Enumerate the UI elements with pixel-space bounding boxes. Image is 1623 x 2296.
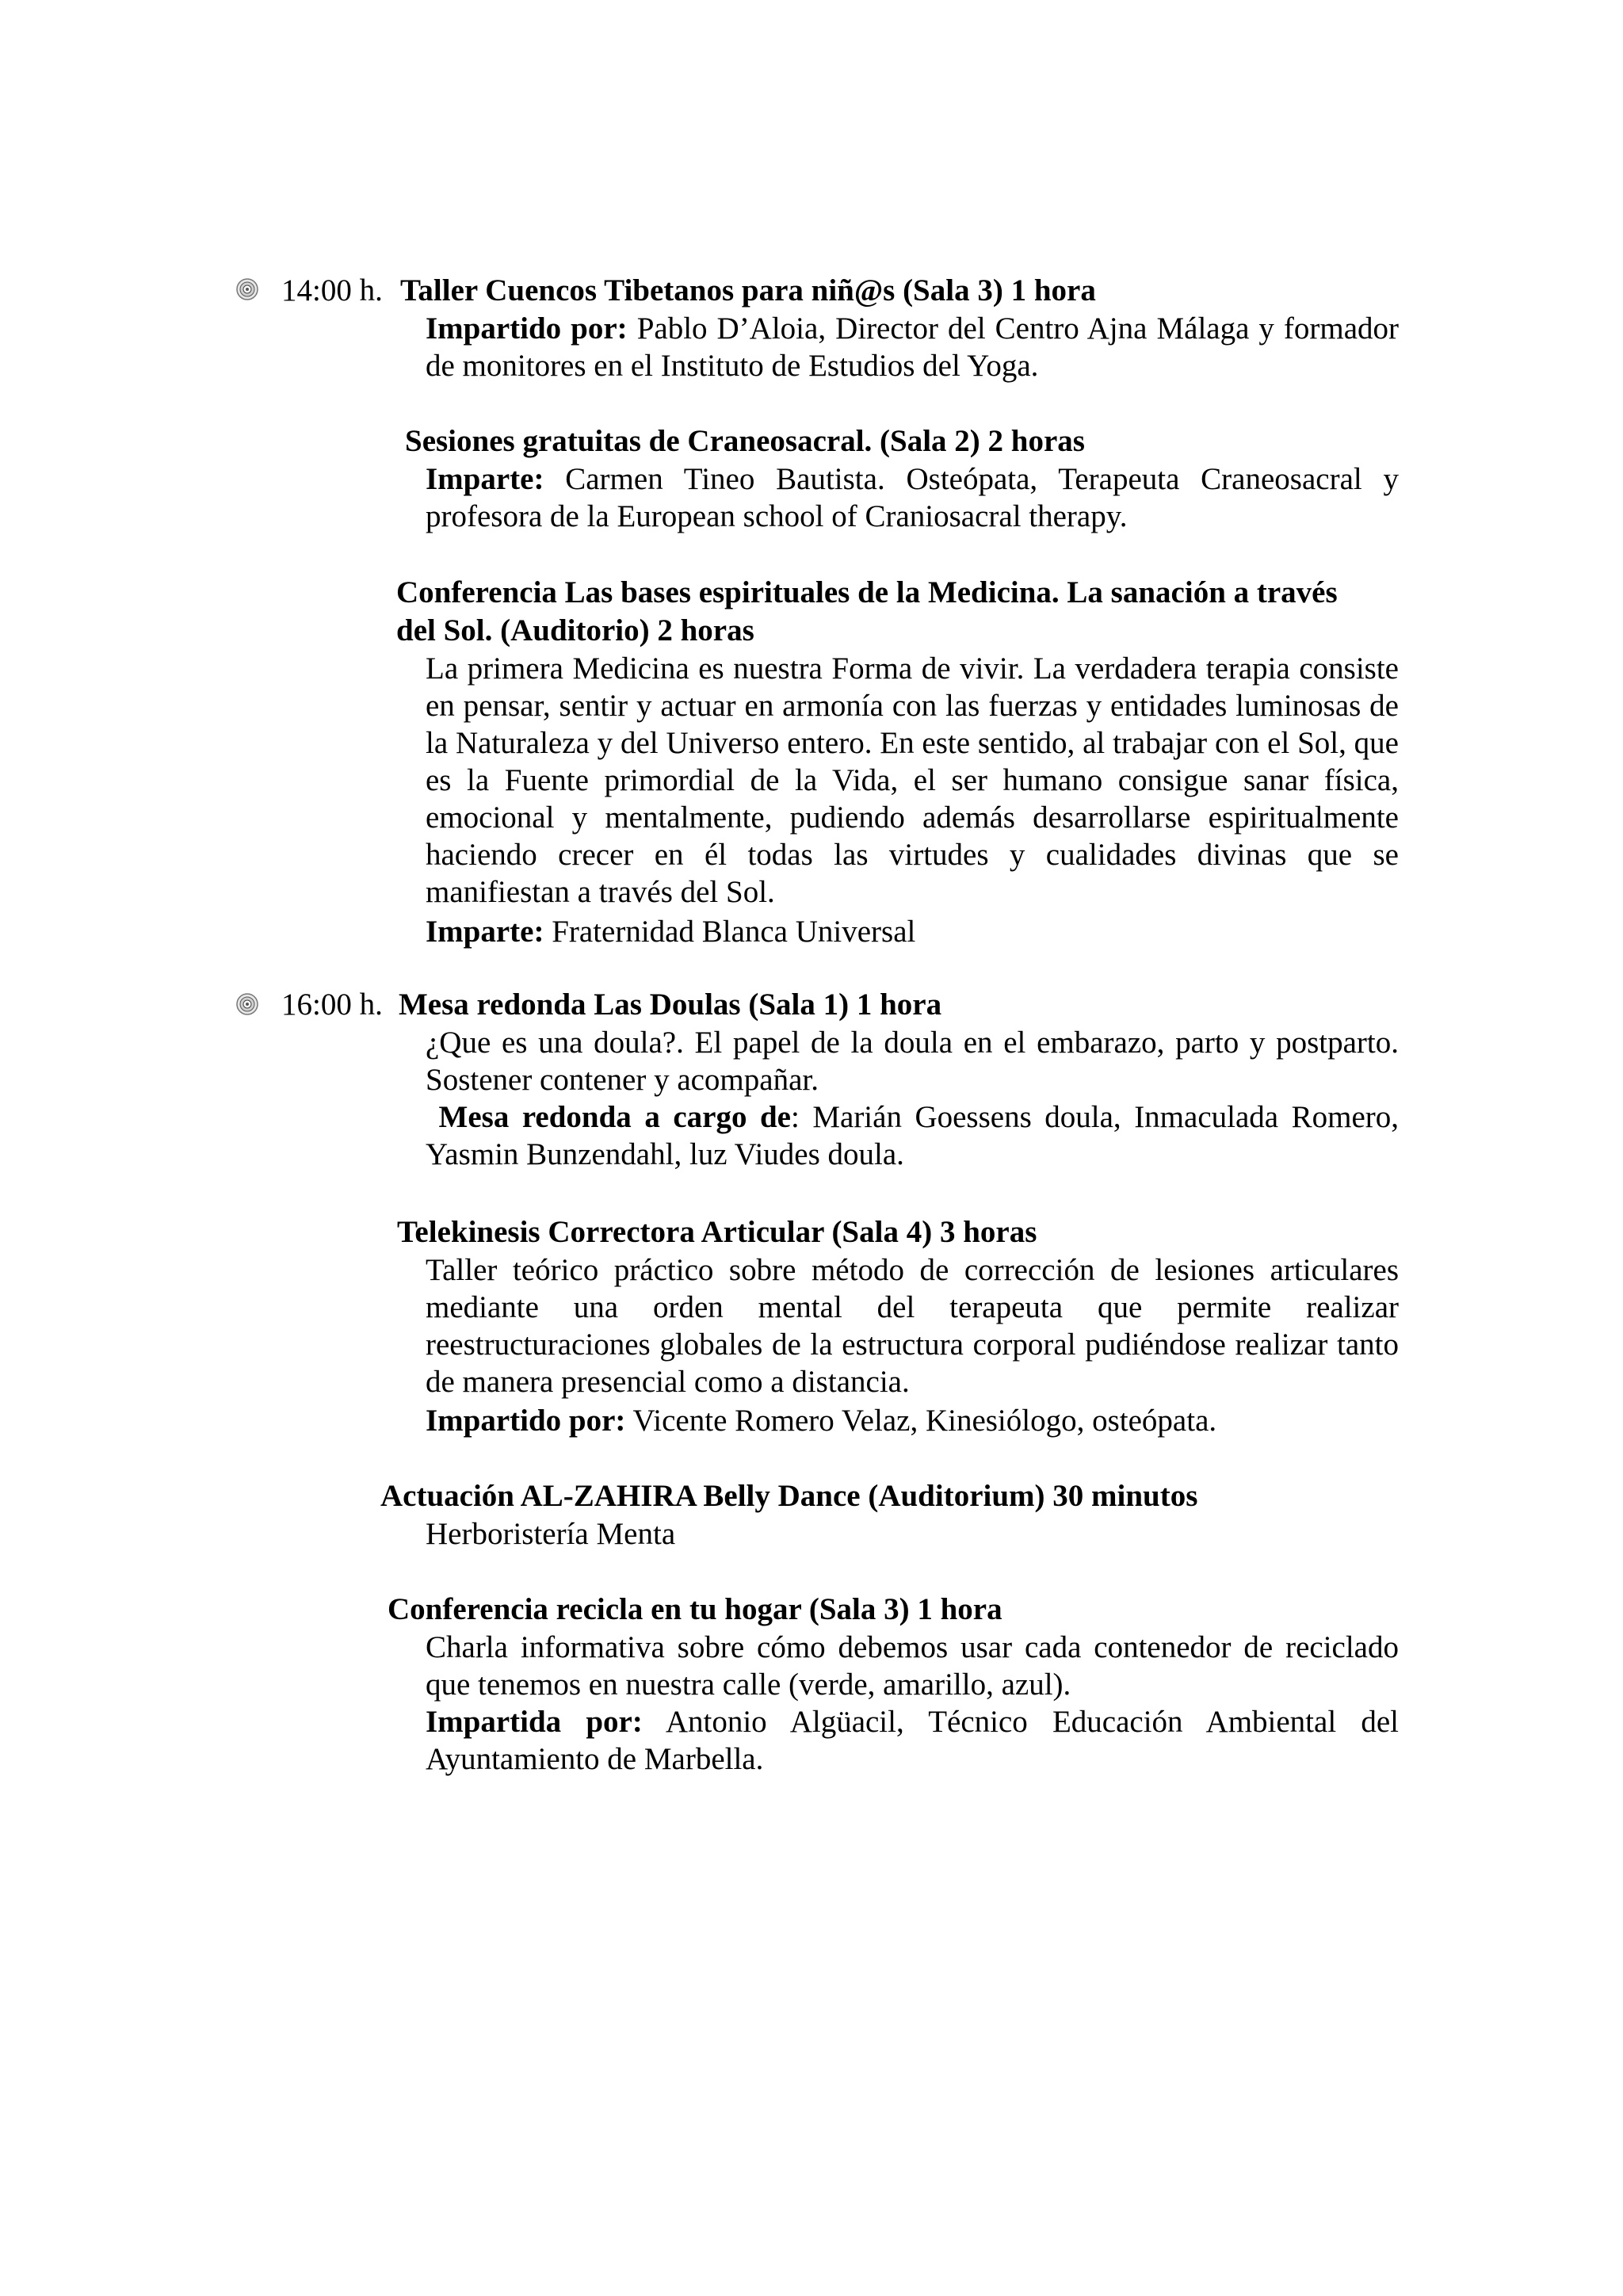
presenter-text: Antonio Algüacil, Técnico Educación Ambiental del Ayuntamiento de Marbella.	[426, 1705, 1399, 1776]
moderators-colon: :	[790, 1100, 800, 1134]
schedule-time: 16:00 h.	[281, 988, 383, 1022]
presenter-label: Imparte:	[426, 462, 544, 496]
presenter-label: Imparte:	[426, 915, 544, 949]
presenter-text: Fraternidad Blanca Universal	[552, 915, 916, 949]
event-title: Taller Cuencos Tibetanos para niñ@s (Sala 3) 1 hora	[400, 273, 1096, 308]
event-title: Actuación AL-ZAHIRA Belly Dance (Auditorium) 30 minutos	[380, 1479, 1198, 1513]
event-title-line-2: del Sol. (Auditorio) 2 horas	[396, 613, 754, 648]
event-description: Herboristería Menta	[426, 1517, 676, 1551]
event-description	[426, 460, 1399, 535]
schedule-time: 14:00 h.	[281, 273, 383, 308]
event-title: Mesa redonda Las Doulas (Sala 1) 1 hora	[399, 988, 942, 1022]
moderators-text: Marián Goessens doula, Inmaculada Romero, Yasmin Bunzendahl, luz Viudes doula.	[426, 1100, 1399, 1171]
presenter-line	[426, 913, 915, 950]
event-title: Sesiones gratuitas de Craneosacral. (Sala 2) 2 horas	[405, 424, 1085, 458]
sun-bullet-icon	[235, 992, 259, 1016]
presenter-label: Impartido por:	[426, 1404, 626, 1438]
moderators-label: Mesa redonda a cargo de	[438, 1100, 791, 1134]
event-description: La primera Medicina es nuestra Forma de vivir. La verdadera terapia consiste en pensar, sentir y actuar en armonía con las fuerzas y entidades luminosas de la Naturaleza y del Universo entero. En este sentido, al trabajar con el Sol, que es la Fuente primordial de la Vida, el ser humano consigue sanar física, emocional y mentalmente, pudiendo además desarrollarse espiritualmente haciendo crecer en él todas las virtudes y cualidades divinas que se manifiestan a través del Sol.	[426, 651, 1399, 909]
presenter-line	[426, 1402, 1216, 1439]
event-description	[426, 310, 1399, 384]
event-description: Charla informativa sobre cómo debemos usar cada contenedor de reciclado que tenemos en nuestra calle (verde, amarillo, azul).	[426, 1630, 1399, 1702]
presenter-line	[426, 1703, 1399, 1778]
presenter-label: Impartido por:	[426, 311, 628, 346]
event-description: Taller teórico práctico sobre método de corrección de lesiones articulares mediante una orden mental del terapeuta que permite realizar reestructuraciones globales de la estructura corporal pudiéndose realizar tanto de manera presencial como a distancia.	[426, 1253, 1399, 1399]
event-title: Telekinesis Correctora Articular (Sala 4) 3 horas	[397, 1215, 1037, 1249]
presenter-text: Carmen Tineo Bautista. Osteópata, Terapeuta Craneosacral y profesora de la European school of Craniosacral therapy.	[426, 462, 1399, 533]
presenter-text: Vicente Romero Velaz, Kinesiólogo, osteópata.	[632, 1404, 1217, 1438]
presenter-text: Pablo D’Aloia, Director del Centro Ajna Málaga y formador de monitores en el Instituto de Estudios del Yoga.	[426, 311, 1400, 383]
event-title-line-1: Conferencia Las bases espirituales de la Medicina. La sanación a través	[396, 575, 1338, 609]
moderators	[426, 1098, 1399, 1173]
event-title: Conferencia recicla en tu hogar (Sala 3) 1 hora	[388, 1592, 1002, 1626]
sun-bullet-icon	[235, 277, 259, 301]
event-description: ¿Que es una doula?. El papel de la doula en el embarazo, parto y postparto. Sostener contener y acompañar.	[426, 1026, 1399, 1097]
presenter-label: Impartida por:	[426, 1705, 643, 1739]
